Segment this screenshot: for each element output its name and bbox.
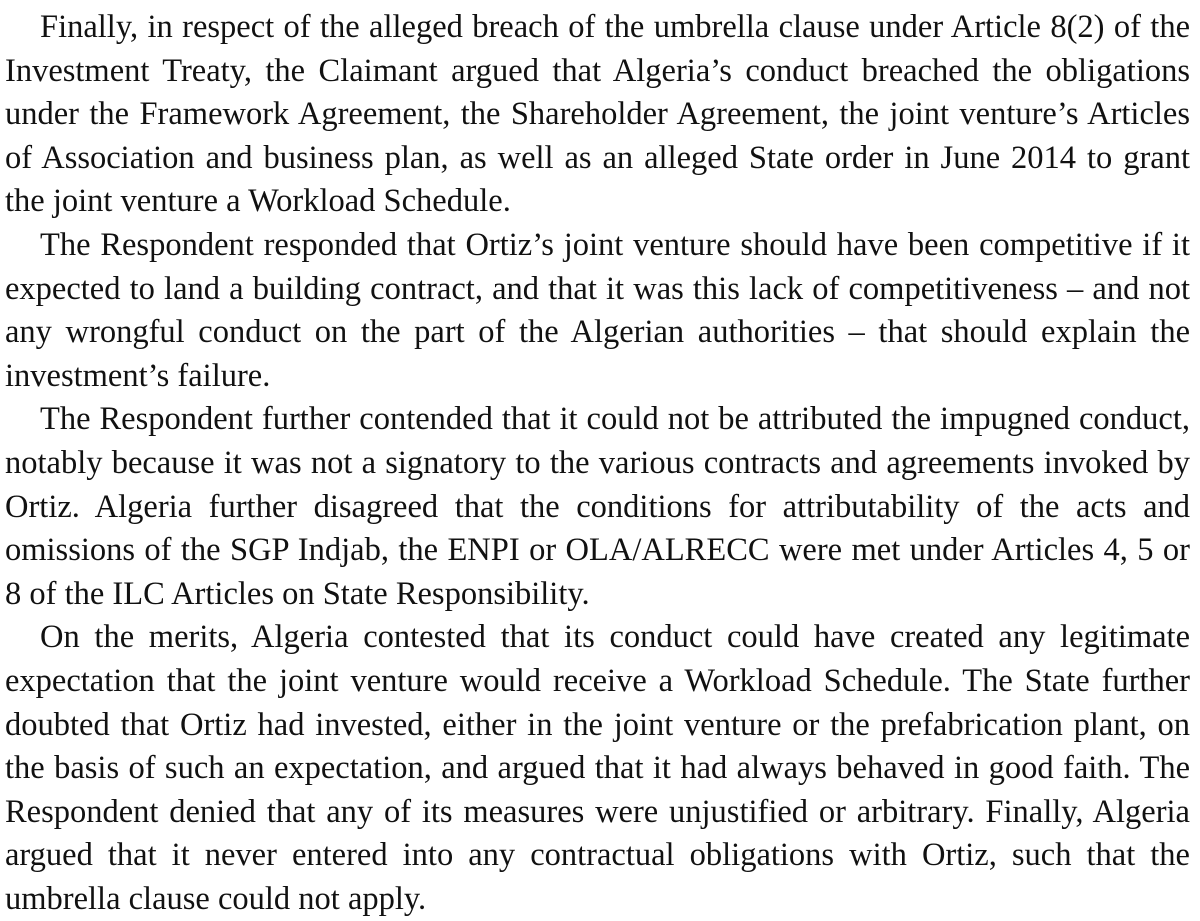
paragraph-respondent-competitiveness: The Respondent responded that Ortiz’s joint venture should have been competitive if it expected to land a building contract, and that it was this lack of competitiveness – and not any wrongful conduct on the part of the Algerian authorities – that should explain the investment’s failure. xyxy=(5,226,1190,394)
paragraph-merits-defence: On the merits, Algeria contested that its conduct could have created any legitimate expectation that the joint venture would receive a Workload Schedule. The State further doubted that Ortiz had invested, either in the joint venture or the prefabrication plant, on the basis of such an expectation, and argued that it had always behaved in good faith. The Respondent denied that any of its measures were unjustified or arbitrary. Finally, Algeria argued that it never entered into any contractual obligations with Ortiz, such that the umbrella clause could not apply. xyxy=(5,619,1190,917)
paragraph-attribution-defence: The Respondent further contended that it could not be attributed the impugned conduct, notably because it was not a signatory to the various contracts and agreements invoked by Ortiz. Algeria further disagreed that the conditions for attributability of the acts and omissions of the SGP Indjab, the ENPI or OLA/ALRECC were met under Articles 4, 5 or 8 of the ILC Articles on State Responsibility. xyxy=(5,401,1190,612)
paragraph-umbrella-clause-claim: Finally, in respect of the alleged breach of the umbrella clause under Article 8(2) of the Investment Treaty, the Claimant argued that Algeria’s conduct breached the obligations under the Framework Agreement, the Shareholder Agreement, the joint venture’s Articles of Association and business plan, as well as an alleged State order in June 2014 to grant the joint venture a Workload Schedule. xyxy=(5,9,1190,220)
